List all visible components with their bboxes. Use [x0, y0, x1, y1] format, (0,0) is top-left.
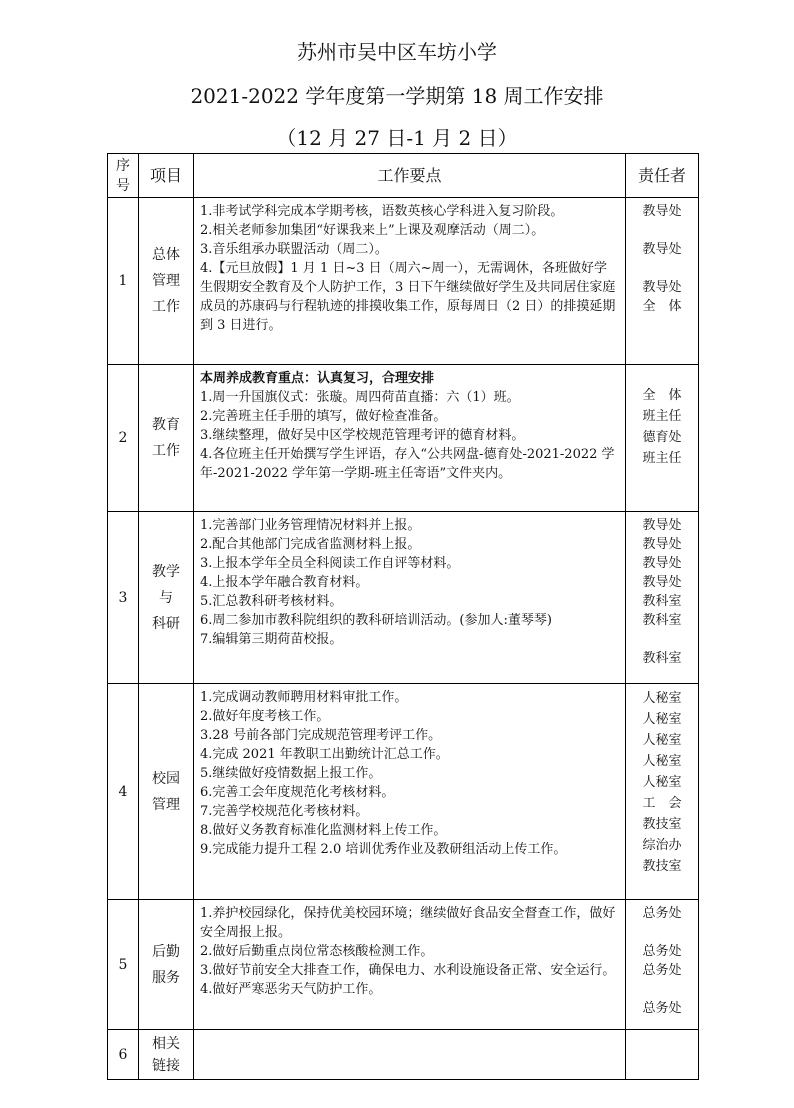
- category-line: 校园: [152, 770, 180, 787]
- category-line: 相关: [152, 1035, 180, 1052]
- row-number: 5: [108, 900, 139, 1030]
- table-row: [108, 900, 699, 1030]
- table-row: [108, 512, 699, 684]
- responsible-empty: [626, 1030, 699, 1080]
- responsible-dept: 总务处: [642, 963, 682, 978]
- row-category: [139, 198, 194, 365]
- row-number: 3: [108, 512, 139, 684]
- responsible: [626, 365, 699, 512]
- responsible-dept: 总务处: [642, 906, 682, 921]
- responsible-dept: 教技室: [642, 817, 682, 832]
- category-line: 科研: [152, 615, 180, 632]
- schedule-title: 2021-2022 学年度第一学期第 18 周工作安排: [190, 84, 604, 108]
- work-items: [194, 198, 626, 365]
- work-item: 4.各位班主任开始撰写学生评语，存入“公共网盘-德育处-2021-2022 学年-2021-2022 学年第一学期-班主任寄语”文件夹内。: [200, 447, 615, 481]
- responsible-dept: 德育处: [642, 430, 682, 445]
- responsible-dept: 人秘室: [642, 775, 682, 790]
- work-item: 9.完成能力提升工程 2.0 培训优秀作业及教研组活动上传工作。: [200, 842, 567, 857]
- work-items: [194, 365, 626, 512]
- category-line: 教学: [152, 563, 180, 580]
- responsible-dept: 教导处: [642, 537, 682, 552]
- row-number: 6: [108, 1030, 139, 1080]
- row-number: 2: [108, 365, 139, 512]
- work-item: 4.完成 2021 年教职工出勤统计汇总工作。: [200, 747, 449, 762]
- work-item: 5.继续做好疫情数据上报工作。: [200, 766, 382, 781]
- row-category: [139, 900, 194, 1030]
- category-line: 服务: [152, 969, 180, 986]
- schedule-table: [107, 153, 699, 1080]
- work-items: [194, 900, 626, 1030]
- responsible-dept: 教科室: [642, 594, 682, 609]
- responsible-dept: 班主任: [642, 451, 682, 466]
- responsible-dept: 教技室: [642, 859, 682, 874]
- responsible: [626, 684, 699, 900]
- work-item: 1.非考试学科完成本学期考核，语数英核心学科进入复习阶段。: [200, 204, 564, 219]
- responsible-dept: 全 体: [642, 299, 682, 314]
- work-item: 1.养护校园绿化，保持优美校园环境；继续做好食品安全督查工作，做好安全周报上报。: [200, 906, 616, 940]
- responsible-dept: 人秘室: [642, 733, 682, 748]
- responsible-dept: 人秘室: [642, 691, 682, 706]
- responsible-dept: 教导处: [642, 518, 682, 533]
- work-item: 3.音乐组承办联盟活动（周二）。: [200, 242, 388, 257]
- work-item: 8.做好义务教育标准化监测材料上传工作。: [200, 823, 447, 838]
- work-items-empty: [194, 1030, 626, 1080]
- category-line: 教育: [152, 417, 180, 433]
- category-line: 总体: [152, 247, 180, 263]
- work-item: 4.做好严寒恶劣天气防护工作。: [200, 982, 382, 997]
- work-item: 3.做好节前安全大排查工作，确保电力、水利设施设备正常、安全运行。: [200, 963, 616, 978]
- table-row: [108, 684, 699, 900]
- work-item: 3.继续整理，做好吴中区学校规范管理考评的德育材料。: [200, 428, 525, 443]
- header-no-line1: 序: [116, 157, 130, 174]
- header-item: 项目: [139, 154, 194, 198]
- work-item: 7.完善学校规范化考核材料。: [200, 804, 369, 819]
- work-items: [194, 512, 626, 684]
- responsible-dept: 教导处: [642, 280, 682, 295]
- work-item: 2.相关老师参加集团“好课我来上”上课及观摩活动（周二）。: [200, 223, 545, 238]
- header-no: [108, 154, 139, 198]
- responsible-dept: 教导处: [642, 204, 682, 219]
- work-item: 1.完善部门业务管理情况材料并上报。: [200, 518, 421, 533]
- table-row: [108, 198, 699, 365]
- work-item: 2.完善班主任手册的填写，做好检查准备。: [200, 409, 447, 424]
- responsible: [626, 198, 699, 365]
- work-item: 5.汇总教科研考核材料。: [200, 594, 343, 609]
- focus-heading: 本周养成教育重点：认真复习，合理安排: [200, 371, 435, 386]
- row-number: 1: [108, 198, 139, 365]
- responsible-dept: 教科室: [642, 613, 682, 628]
- category-line: 工作: [152, 299, 180, 315]
- row-category: [139, 684, 194, 900]
- row-category: [139, 1030, 194, 1080]
- work-item: 6.周二参加市教科院组织的教科研培训活动。(参加人:董琴琴): [200, 613, 552, 628]
- responsible: [626, 900, 699, 1030]
- category-line: 管理: [152, 796, 180, 813]
- work-item: 6.完善工会年度规范化考核材料。: [200, 785, 395, 800]
- responsible-dept: 班主任: [642, 409, 682, 424]
- category-line: 与: [159, 589, 173, 606]
- category-line: 工作: [152, 443, 180, 459]
- category-line: 管理: [152, 273, 180, 289]
- school-title: 苏州市吴中区车坊小学: [297, 40, 497, 64]
- responsible-dept: 总务处: [642, 944, 682, 959]
- responsible-dept: 全 体: [642, 388, 682, 403]
- header-work: 工作要点: [194, 154, 626, 198]
- work-item: 3.上报本学年全员全科阅读工作自评等材料。: [200, 556, 460, 571]
- responsible-dept: 教科室: [642, 651, 682, 666]
- responsible-dept: 人秘室: [642, 712, 682, 727]
- header-resp: 责任者: [626, 154, 699, 198]
- responsible: [626, 512, 699, 684]
- work-item: 7.编辑第三期荷苗校报。: [200, 632, 343, 647]
- header-no-line2: 号: [116, 177, 130, 194]
- responsible-dept: 工 会: [642, 796, 682, 811]
- table-header-row: [108, 154, 699, 198]
- work-item: 2.做好年度考核工作。: [200, 709, 330, 724]
- work-item: 3.28 号前各部门完成规范管理考评工作。: [200, 728, 442, 743]
- table-row: [108, 365, 699, 512]
- work-item: 2.配合其他部门完成省监测材料上报。: [200, 537, 421, 552]
- responsible-dept: 教导处: [642, 242, 682, 257]
- responsible-dept: 人秘室: [642, 754, 682, 769]
- responsible-dept: 总务处: [642, 1001, 682, 1016]
- work-items: [194, 684, 626, 900]
- work-item: 4.上报本学年融合教育材料。: [200, 575, 369, 590]
- row-category: [139, 512, 194, 684]
- responsible-dept: 综治办: [642, 838, 682, 853]
- row-number: 4: [108, 684, 139, 900]
- work-item: 2.做好后勤重点岗位常态核酸检测工作。: [200, 944, 434, 959]
- row-category: [139, 365, 194, 512]
- date-range: （12 月 27 日-1 月 2 日）: [276, 126, 518, 150]
- work-item: 1.周一升国旗仪式：张璇。周四荷苗直播：六（1）班。: [200, 390, 520, 405]
- responsible-dept: 教导处: [642, 575, 682, 590]
- responsible-dept: 教导处: [642, 556, 682, 571]
- category-line: 链接: [152, 1057, 180, 1074]
- work-item: 1.完成调动教师聘用材料审批工作。: [200, 690, 408, 705]
- category-line: 后勤: [152, 943, 180, 960]
- table-row: [108, 1030, 699, 1080]
- work-item: 4.【元旦放假】1 月 1 日~3 日（周六~周一），无需调休，各班做好学生假期安全教育及个人防护工作，3 日下午继续做好学生及共同居住家庭成员的苏康码与行程轨迹的排摸收集工作，原每周日（2 日）的排摸延期到 3 日进行。: [200, 261, 616, 333]
